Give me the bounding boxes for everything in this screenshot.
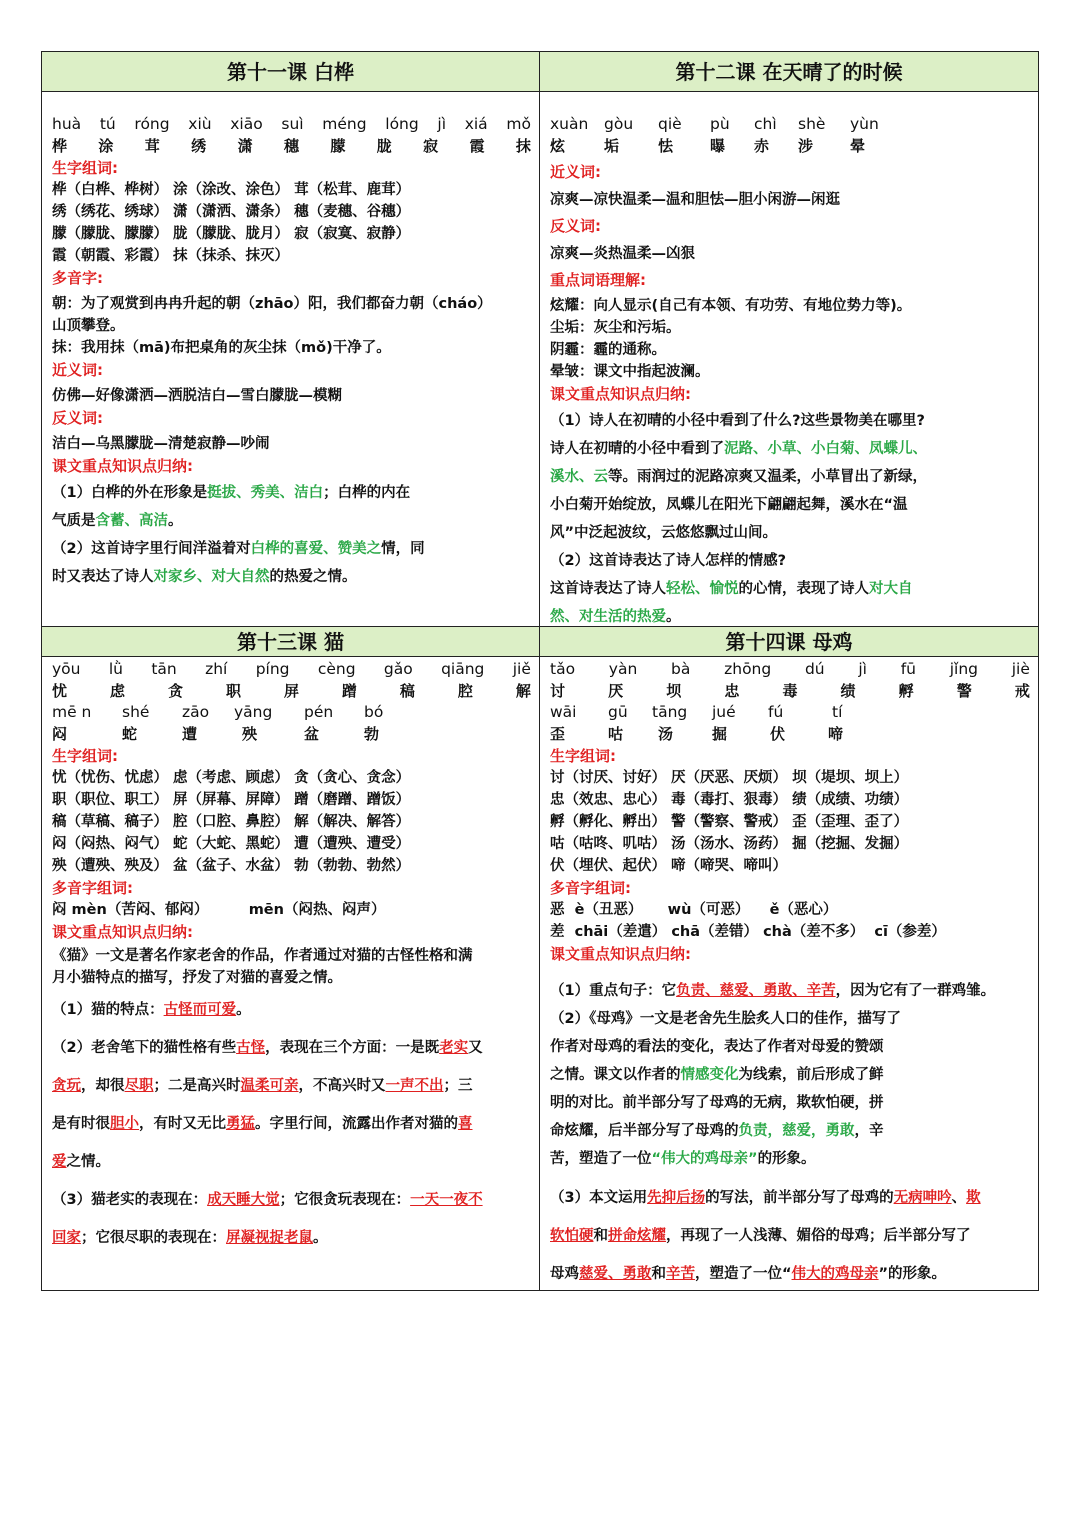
text: 和 xyxy=(593,1228,608,1244)
highlight: 软怕硬 xyxy=(550,1228,594,1244)
char: 殃 xyxy=(242,725,258,743)
text: （1）白桦的外在形象是 xyxy=(52,485,208,501)
lesson-14-char-row xyxy=(550,680,1030,702)
char: 汤 xyxy=(658,725,674,743)
poly-line: 恶 è（丑恶） wù（可恶） ě（恶心） xyxy=(550,902,838,918)
char: 遭 xyxy=(182,725,198,743)
synonyms: 仿佛—好像潇洒—洒脱洁白—雪白朦胧—模糊 xyxy=(52,388,342,404)
highlight: 溪水、云 xyxy=(550,469,608,485)
poly-line: 差 chāi（差遣） chā（差错） chà（差不多） cī（参差） xyxy=(550,924,946,940)
pinyin: fū xyxy=(900,660,916,678)
lesson-13-pinyin-row xyxy=(52,659,531,680)
pinyin: qiāng xyxy=(441,660,485,678)
text: ，因为它有了一群鸡雏。 xyxy=(835,983,996,999)
text: ；白桦的内在 xyxy=(323,485,411,501)
text: 气质是 xyxy=(52,513,96,529)
char: 垢 xyxy=(604,137,620,155)
char: 忠 xyxy=(724,682,740,700)
word-line: 霞（朝霞、彩霞） 抹（抹杀、抹灭） xyxy=(52,248,290,264)
section-label: 反义词: xyxy=(52,409,103,427)
highlight: “伟大的鸡母亲” xyxy=(651,1151,758,1167)
lesson-11-pinyin-row xyxy=(52,114,531,135)
highlight: 欺 xyxy=(966,1190,981,1206)
section-label: 近义词: xyxy=(550,163,601,181)
pinyin: xiá xyxy=(464,115,488,133)
key-point xyxy=(52,1029,531,1067)
text: （1）猫的特点： xyxy=(52,1002,164,1018)
lesson-13-title: 第十三课 猫 xyxy=(42,627,539,657)
text: 母鸡 xyxy=(550,1266,579,1282)
lesson-13-pinyin-row-2 xyxy=(52,702,531,723)
char: 勃 xyxy=(364,725,380,743)
text: 。 xyxy=(313,1230,328,1246)
char: 抹 xyxy=(515,137,531,155)
char: 桦 xyxy=(52,137,68,155)
pinyin: xiāo xyxy=(230,115,263,133)
antonyms: 洁白—乌黑朦胧—清楚寂静—吵闹 xyxy=(52,436,270,452)
key-point: 明的对比。前半部分写了母鸡的无病，欺软怕硬，拼 xyxy=(550,1095,884,1111)
pinyin: suì xyxy=(281,115,304,133)
highlight: 爱 xyxy=(52,1154,67,1170)
highlight: 喜 xyxy=(458,1116,473,1132)
word-line: 职（职位、职工） 屏（屏幕、屏障） 蹭（磨蹭、蹭饭） xyxy=(52,792,411,808)
intro-line: 月小猫特点的描写，抒发了对猫的喜爱之情。 xyxy=(52,970,342,986)
char: 掘 xyxy=(712,725,728,743)
pinyin: bà xyxy=(671,660,691,678)
lesson-12-panel xyxy=(540,52,1038,627)
char: 涉 xyxy=(798,137,814,155)
lesson-13-panel xyxy=(42,627,540,1290)
lesson-11-title: 第十一课 白桦 xyxy=(42,52,539,92)
pinyin: xuàn xyxy=(550,115,589,133)
key-point xyxy=(52,1219,531,1257)
char: 厌 xyxy=(608,682,624,700)
pinyin: bó xyxy=(364,703,384,721)
char: 警 xyxy=(956,682,972,700)
text: ；它很贪玩表现在： xyxy=(279,1192,411,1208)
char: 怯 xyxy=(658,137,674,155)
text: ；三 xyxy=(443,1078,473,1094)
char: 盆 xyxy=(304,725,320,743)
highlight: 白桦的喜爱、赞美之 xyxy=(250,541,382,557)
text: 情，同 xyxy=(381,541,425,557)
key-point xyxy=(550,1179,1030,1217)
text: ；二是高兴时 xyxy=(153,1078,241,1094)
key-point xyxy=(52,1105,531,1143)
intro-line: 《猫》一文是著名作家老舍的作品，作者通过对猫的古怪性格和满 xyxy=(52,948,473,964)
char: 闷 xyxy=(52,725,68,743)
vocab-line: 炫耀：向人显示(自己有本领、有功劳、有地位势力等)。 xyxy=(550,298,912,314)
pinyin: jì xyxy=(858,660,867,678)
char: 蹭 xyxy=(341,682,357,700)
highlight: 古怪 xyxy=(236,1040,266,1056)
vocab-line: 尘垢：灰尘和污垢。 xyxy=(550,320,681,336)
pinyin: shé xyxy=(122,703,150,721)
highlight: 对大自 xyxy=(869,581,913,597)
word-line: 闷（闷热、闷气） 蛇（大蛇、黑蛇） 遭（遭殃、遭受） xyxy=(52,836,411,852)
key-point xyxy=(52,1181,531,1219)
text: 、 xyxy=(951,1190,967,1206)
key-point xyxy=(550,1255,1030,1290)
pinyin: yàn xyxy=(608,660,638,678)
key-point xyxy=(52,1067,531,1105)
text: （3）本文运用 xyxy=(550,1190,648,1206)
highlight: 勇猛 xyxy=(226,1116,255,1132)
highlight: 拼命炫耀 xyxy=(608,1228,666,1244)
pinyin: chì xyxy=(754,115,777,133)
word-line: 忧（忧伤、忧虑） 虑（考虑、顾虑） 贪（贪心、贪念） xyxy=(52,770,411,786)
char: 戒 xyxy=(1014,682,1030,700)
section-label: 反义词: xyxy=(550,217,601,235)
text: ，表现在三个方面：一是既 xyxy=(265,1040,440,1056)
text: 的热爱之情。 xyxy=(269,569,357,585)
answer xyxy=(550,603,1030,627)
highlight: 然、对生活的热爱 xyxy=(550,609,666,625)
highlight: 一声不出 xyxy=(385,1078,444,1094)
text: 之情。 xyxy=(66,1154,110,1170)
answer: 风”中泛起波纹，云悠悠飘过山间。 xyxy=(550,525,778,541)
section-label: 生字组词: xyxy=(52,747,118,765)
char: 讨 xyxy=(550,682,566,700)
char: 腔 xyxy=(457,682,473,700)
pinyin: huà xyxy=(52,115,82,133)
char: 忧 xyxy=(52,682,68,700)
poly-line: 山顶攀登。 xyxy=(52,318,125,334)
highlight: 一天一夜不 xyxy=(410,1192,483,1208)
vocab-line: 晕皱：课文中指起波澜。 xyxy=(550,364,710,380)
char: 咕 xyxy=(608,725,624,743)
section-label: 近义词: xyxy=(52,361,103,379)
lesson-12-pinyin-row xyxy=(550,114,1030,135)
pinyin: dú xyxy=(804,660,825,678)
text: 和 xyxy=(651,1266,666,1282)
pinyin: pén xyxy=(304,703,334,721)
highlight: 胆小 xyxy=(110,1116,139,1132)
pinyin: tǎo xyxy=(550,660,576,678)
section-label: 生字组词: xyxy=(52,159,118,177)
highlight: 温柔可亲 xyxy=(240,1078,299,1094)
highlight: 慈爱、勇敢 xyxy=(579,1266,652,1282)
pinyin: yùn xyxy=(850,115,879,133)
text: ；它很尽职的表现在： xyxy=(81,1230,226,1246)
word-line: 稿（草稿、稿子） 腔（口腔、鼻腔） 解（解决、解答） xyxy=(52,814,411,830)
key-point xyxy=(550,1117,1030,1145)
highlight: 泥路、小草、小白菊、凤蝶儿、 xyxy=(724,441,927,457)
text: 诗人在初晴的小径中看到了 xyxy=(550,441,724,457)
pinyin: gòu xyxy=(604,115,634,133)
char: 毒 xyxy=(782,682,798,700)
text: ，塑造了一位“ xyxy=(695,1266,792,1282)
word-line: 忠（效忠、忠心） 毒（毒打、狠毒） 绩（成绩、功绩） xyxy=(550,792,909,808)
char: 伏 xyxy=(770,725,786,743)
char: 虑 xyxy=(109,682,125,700)
highlight: 情感变化 xyxy=(680,1067,739,1083)
text: ，辛 xyxy=(854,1123,884,1139)
char: 蛇 xyxy=(122,725,138,743)
lesson-13-char-row-2 xyxy=(52,723,531,745)
key-point xyxy=(550,977,1030,1005)
word-line: 桦（白桦、桦树） 涂（涂改、涂色） 茸（松茸、鹿茸） xyxy=(52,182,411,198)
text: （2）老舍笔下的猫性格有些 xyxy=(52,1040,237,1056)
text: （1）重点句子：它 xyxy=(550,983,677,999)
highlight: 贪玩 xyxy=(52,1078,81,1094)
char: 绩 xyxy=(840,682,856,700)
text: 是有时很 xyxy=(52,1116,110,1132)
pinyin: zāo xyxy=(182,703,210,721)
section-label: 课文重点知识点归纳: xyxy=(52,923,193,941)
lesson-14-panel xyxy=(540,627,1038,1290)
char: 炫 xyxy=(550,137,566,155)
text: 之情。课文以作者的 xyxy=(550,1067,681,1083)
pinyin: mǒ xyxy=(506,115,531,133)
highlight: 负责、慈爱、勇敢、辛苦 xyxy=(676,983,836,999)
char: 孵 xyxy=(898,682,914,700)
highlight: 成天睡大觉 xyxy=(207,1192,280,1208)
section-label: 课文重点知识点归纳: xyxy=(550,385,691,403)
char: 屏 xyxy=(283,682,299,700)
text: 命炫耀，后半部分写了母鸡的 xyxy=(550,1123,739,1139)
pinyin: lǜ xyxy=(108,660,123,678)
highlight: 古怪而可爱 xyxy=(163,1002,237,1018)
pinyin: cèng xyxy=(317,660,356,678)
text: 的形象。 xyxy=(757,1151,816,1167)
pinyin: zhōng xyxy=(724,660,772,678)
lesson-14-char-row-2 xyxy=(550,723,1030,745)
word-line: 孵（孵化、孵出） 警（警察、警戒） 歪（歪理、歪了） xyxy=(550,814,909,830)
char: 坝 xyxy=(666,682,682,700)
text: 。 xyxy=(666,609,681,625)
pinyin: pù xyxy=(710,115,730,133)
pinyin: jué xyxy=(712,703,736,721)
char: 晕 xyxy=(850,137,866,155)
char: 茸 xyxy=(144,137,160,155)
text: 这首诗表达了诗人 xyxy=(550,581,666,597)
lesson-14-pinyin-row-2 xyxy=(550,702,1030,723)
pinyin: fú xyxy=(768,703,784,721)
text: ，不高兴时又 xyxy=(298,1078,386,1094)
text: 为线索，前后形成了鲜 xyxy=(738,1067,884,1083)
poly-line: 闷 mèn（苦闷、郁闷） mēn（闷热、闷声） xyxy=(52,902,386,918)
highlight: 挺拔、秀美、洁白 xyxy=(207,485,324,501)
highlight: 回家 xyxy=(52,1230,81,1246)
text: 的写法，前半部分写了母鸡的 xyxy=(705,1190,894,1206)
pinyin: gǎo xyxy=(383,660,413,678)
lesson-11-panel xyxy=(42,52,540,627)
char: 曝 xyxy=(710,137,726,155)
pinyin: tú xyxy=(99,115,116,133)
key-point xyxy=(52,507,531,535)
lesson-grid xyxy=(41,51,1039,1291)
highlight: 屏凝视捉老鼠 xyxy=(226,1230,313,1246)
word-line: 殃（遭殃、殃及） 盆（盆子、水盆） 勃（勃勃、勃然） xyxy=(52,858,411,874)
char: 歪 xyxy=(550,725,566,743)
char: 贪 xyxy=(167,682,183,700)
section-label: 课文重点知识点归纳: xyxy=(52,457,193,475)
key-point xyxy=(52,535,531,563)
key-point xyxy=(550,1061,1030,1089)
pinyin: yōu xyxy=(52,660,81,678)
char: 稿 xyxy=(399,682,415,700)
text: 时又表达了诗人 xyxy=(52,569,154,585)
text: 又 xyxy=(468,1040,483,1056)
char: 绣 xyxy=(191,137,207,155)
text: ，却很 xyxy=(81,1078,125,1094)
poly-line: 朝：为了观赏到冉冉升起的朝（zhāo）阳，我们都奋力朝（cháo） xyxy=(52,296,492,312)
key-point: （2）《母鸡》一文是老舍先生脍炙人口的佳作，描写了 xyxy=(550,1011,901,1027)
pinyin: mē n xyxy=(52,703,92,721)
key-point xyxy=(52,1143,531,1181)
highlight: 轻松、愉悦 xyxy=(666,581,739,597)
key-point: 作者对母鸡的看法的变化，表达了作者对母爱的赞颂 xyxy=(550,1039,884,1055)
answer xyxy=(550,435,1030,463)
char: 潇 xyxy=(237,137,253,155)
pinyin: tāng xyxy=(652,703,688,721)
pinyin: píng xyxy=(255,660,290,678)
char: 寂 xyxy=(423,137,439,155)
answer: 小白菊开始绽放，凤蝶儿在阳光下翩翩起舞，溪水在“温 xyxy=(550,497,908,513)
lesson-12-char-row xyxy=(550,135,1030,157)
highlight: 先抑后扬 xyxy=(647,1190,706,1206)
pinyin: tān xyxy=(151,660,177,678)
pinyin: xiù xyxy=(188,115,212,133)
char: 涂 xyxy=(98,137,114,155)
key-point xyxy=(52,563,531,591)
pinyin: jì xyxy=(437,115,447,133)
key-point xyxy=(52,479,531,507)
text: 的心情，表现了诗人 xyxy=(738,581,869,597)
lesson-14-pinyin-row xyxy=(550,659,1030,680)
highlight: 老实 xyxy=(439,1040,469,1056)
pinyin: méng xyxy=(322,115,367,133)
section-label: 课文重点知识点归纳: xyxy=(550,945,691,963)
highlight: 对家乡、对大自然 xyxy=(153,569,270,585)
highlight: 辛苦 xyxy=(666,1266,695,1282)
highlight: 伟大的鸡母亲 xyxy=(791,1266,879,1282)
pinyin: zhí xyxy=(205,660,228,678)
section-label: 重点词语理解: xyxy=(550,271,646,289)
pinyin: jiě xyxy=(512,660,531,678)
question: （1）诗人在初晴的小径中看到了什么?这些景物美在哪里? xyxy=(550,413,925,429)
lesson-13-char-row xyxy=(52,680,531,702)
char: 霞 xyxy=(469,137,485,155)
key-point xyxy=(550,1217,1030,1255)
text: 。字里行间，流露出作者对猫的 xyxy=(255,1116,458,1132)
text: 。 xyxy=(236,1002,251,1018)
pinyin: róng xyxy=(134,115,170,133)
pinyin: jiè xyxy=(1011,660,1030,678)
text: ，有时又无比 xyxy=(139,1116,226,1132)
antonyms: 凉爽—炎热温柔—凶狠 xyxy=(550,246,695,262)
word-line: 咕（咕咚、叽咕） 汤（汤水、汤药） 掘（挖掘、发掘） xyxy=(550,836,909,852)
section-label: 多音字: xyxy=(52,269,103,287)
vocab-line: 阴霾：霾的通称。 xyxy=(550,342,666,358)
char: 朦 xyxy=(330,137,346,155)
word-line: 伏（埋伏、起伏） 啼（啼哭、啼叫） xyxy=(550,858,788,874)
char: 啼 xyxy=(828,725,844,743)
char: 穗 xyxy=(283,137,299,155)
text: （2）这首诗字里行间洋溢着对 xyxy=(52,541,251,557)
word-line: 朦（朦胧、朦朦） 胧（朦胧、胧月） 寂（寂寞、寂静） xyxy=(52,226,411,242)
word-line: 绣（绣花、绣球） 潇（潇洒、潇条） 穗（麦穗、谷穗） xyxy=(52,204,411,220)
lesson-14-title: 第十四课 母鸡 xyxy=(540,627,1038,657)
pinyin: qiè xyxy=(658,115,682,133)
text: ”的形象。 xyxy=(878,1266,947,1282)
poly-line: 抹：我用抹（mā)布把桌角的灰尘抹（mǒ)干净了。 xyxy=(52,340,391,356)
synonyms: 凉爽—凉快温柔—温和胆怯—胆小闲游—闲逛 xyxy=(550,192,840,208)
pinyin: lóng xyxy=(385,115,419,133)
pinyin: shè xyxy=(798,115,826,133)
question: （2）这首诗表达了诗人怎样的情感? xyxy=(550,553,786,569)
pinyin: gū xyxy=(608,703,628,721)
char: 职 xyxy=(225,682,241,700)
highlight: 负责，慈爱，勇敢 xyxy=(738,1123,855,1139)
lesson-11-char-row xyxy=(52,135,531,157)
text: （3）猫老实的表现在： xyxy=(52,1192,208,1208)
char: 胧 xyxy=(376,137,392,155)
text: ，再现了一人浅薄、媚俗的母鸡；后半部分写了 xyxy=(666,1228,971,1244)
highlight: 含蓄、高洁 xyxy=(95,513,168,529)
key-point xyxy=(550,1145,1030,1173)
text: 苦，塑造了一位 xyxy=(550,1151,652,1167)
char: 赤 xyxy=(754,137,770,155)
pinyin: yāng xyxy=(234,703,273,721)
word-line: 讨（讨厌、讨好） 厌（厌恶、厌烦） 坝（堤坝、坝上） xyxy=(550,770,909,786)
text: 。 xyxy=(168,513,183,529)
section-label: 多音字组词: xyxy=(550,879,631,897)
char: 解 xyxy=(515,682,531,700)
pinyin: jǐng xyxy=(949,660,979,678)
section-label: 多音字组词: xyxy=(52,879,133,897)
answer xyxy=(550,463,1030,491)
answer xyxy=(550,575,1030,603)
pinyin: wāi xyxy=(550,703,577,721)
key-point xyxy=(52,991,531,1029)
text: 等。雨润过的泥路凉爽又温柔，小草冒出了新绿， xyxy=(608,469,927,485)
highlight: 无病呻吟 xyxy=(893,1190,952,1206)
highlight: 尽职 xyxy=(124,1078,154,1094)
lesson-12-title: 第十二课 在天晴了的时候 xyxy=(540,52,1038,92)
section-label: 生字组词: xyxy=(550,747,616,765)
pinyin: tí xyxy=(832,703,843,721)
